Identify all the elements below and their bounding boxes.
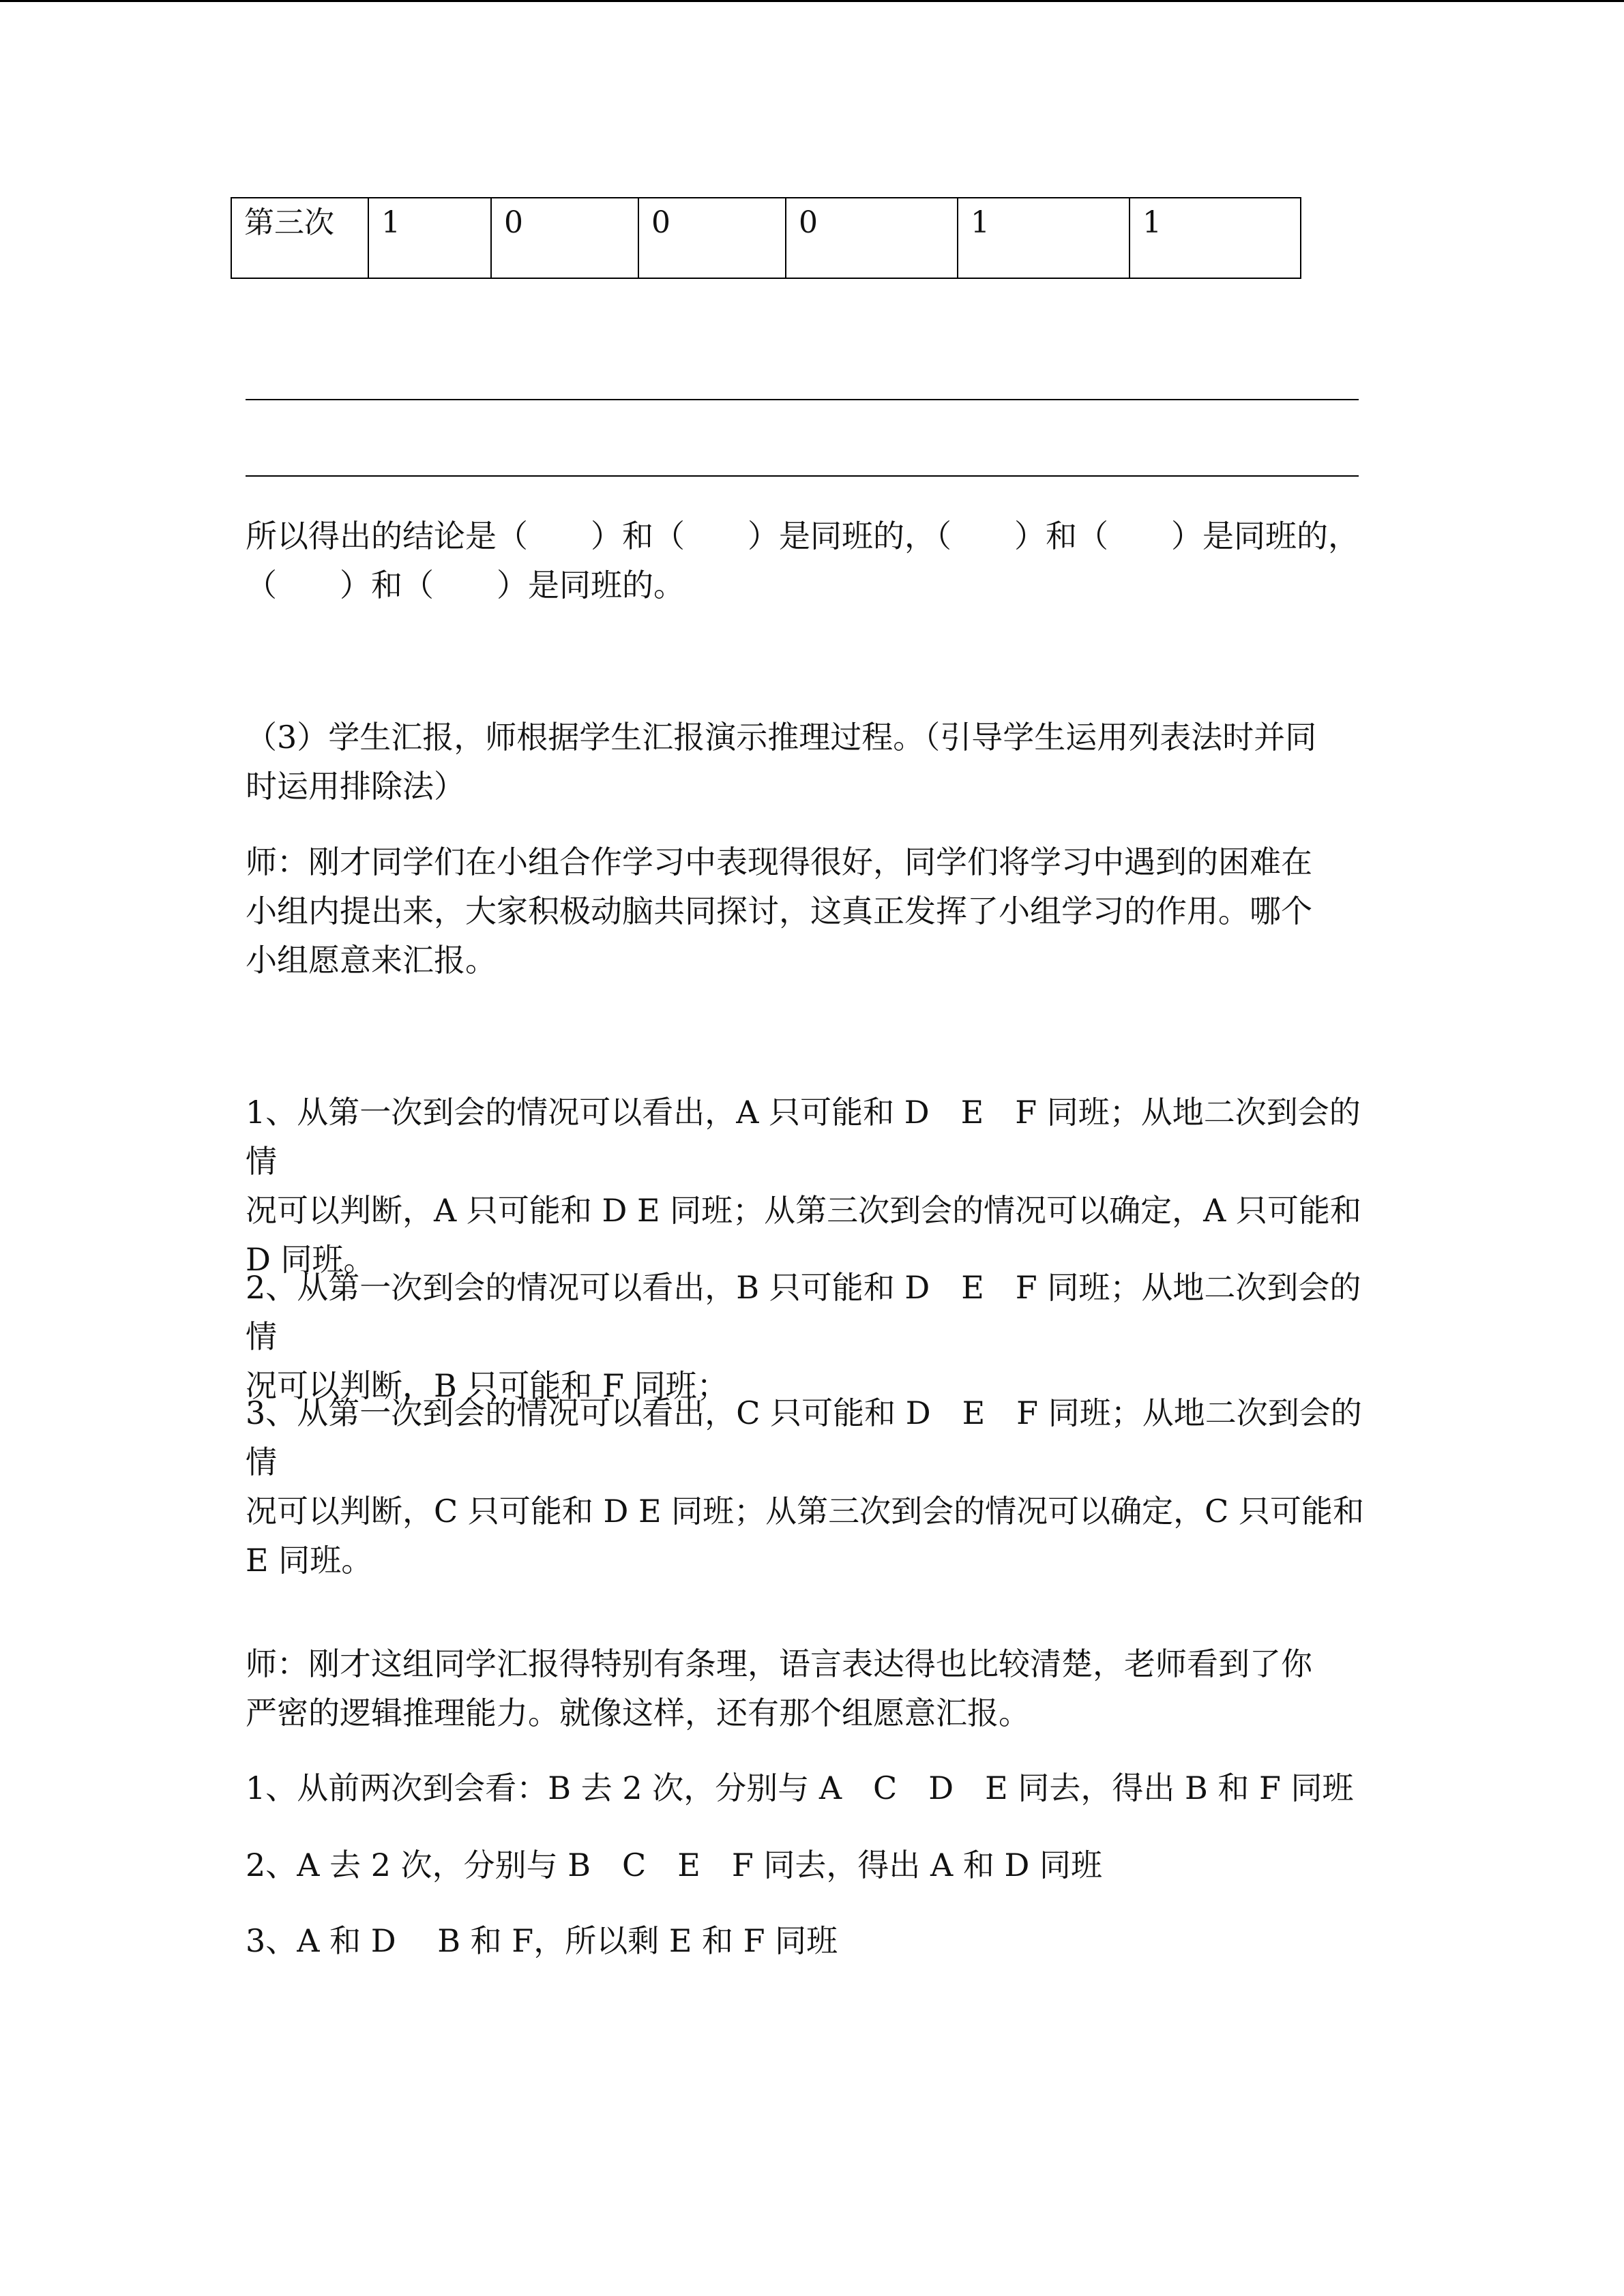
text-line: 小组内提出来，大家积极动脑共同探讨，这真正发挥了小组学习的作用。哪个: [246, 893, 1312, 929]
text-line: （ ）和（ ）是同班的。: [246, 567, 685, 603]
text-line: 2、从第一次到会的情况可以看出，B 只可能和 D E F 同班；从地二次到会的情: [246, 1269, 1361, 1355]
table-row: [231, 198, 1301, 278]
conclusion-paragraph: [246, 511, 1378, 610]
report2-item-1: [246, 1763, 1378, 1813]
text-line: 严密的逻辑推理能力。就像这样，还有那个组愿意汇报。: [246, 1695, 1030, 1731]
table-cell: 0: [638, 198, 786, 278]
attendance-table: [231, 197, 1301, 279]
table-cell: 1: [1130, 198, 1301, 278]
report2-item-3: [246, 1916, 1378, 1965]
text-line: 况可以判断，A 只可能和 D E 同班；从第三次到会的情况可以确定，A 只可能和: [246, 1192, 1362, 1229]
text-line: 2、A 去 2 次，分别与 B C E F 同去，得出 A 和 D 同班: [246, 1847, 1102, 1883]
report-item-1: [246, 1088, 1378, 1284]
answer-blank-line: [246, 399, 1359, 400]
teacher-remark-paragraph-2: [246, 1639, 1378, 1738]
text-line: 3、从第一次到会的情况可以看出，C 只可能和 D E F 同班；从地二次到会的情: [246, 1395, 1362, 1480]
table-cell: 1: [368, 198, 491, 278]
text-line: 小组愿意来汇报。: [246, 942, 497, 979]
text-line: 1、从第一次到会的情况可以看出，A 只可能和 D E F 同班；从地二次到会的情: [246, 1094, 1361, 1180]
report2-item-2: [246, 1840, 1378, 1890]
text-line: 所以得出的结论是（ ）和（ ）是同班的，（ ）和（ ）是同班的，: [246, 518, 1359, 554]
text-line: 况可以判断，B 只可能和 F 同班；: [246, 1367, 728, 1404]
teacher-remark-paragraph: [246, 837, 1378, 985]
report-item-3: [246, 1388, 1378, 1585]
text-line: 3、A 和 D B 和 F，所以剩 E 和 F 同班: [246, 1922, 838, 1959]
text-line: D 同班。: [246, 1241, 375, 1278]
text-line: 1、从前两次到会看：B 去 2 次，分别与 A C D E 同去，得出 B 和 F 同班: [246, 1770, 1354, 1806]
text-line: 师：刚才同学们在小组合作学习中表现得很好，同学们将学习中遇到的困难在: [246, 844, 1312, 880]
table-row-label: 第三次: [231, 198, 368, 278]
text-line: （3）学生汇报，师根据学生汇报演示推理过程。（引导学生运用列表法时并同: [246, 719, 1317, 756]
text-line: 况可以判断，C 只可能和 D E 同班；从第三次到会的情况可以确定，C 只可能和: [246, 1493, 1364, 1530]
text-line: E 同班。: [246, 1542, 373, 1579]
table-cell: 1: [958, 198, 1130, 278]
step3-paragraph: [246, 713, 1378, 811]
text-line: 师：刚才这组同学汇报得特别有条理，语言表达得也比较清楚，老师看到了你: [246, 1645, 1312, 1682]
answer-blank-line: [246, 475, 1359, 477]
table-cell: 0: [491, 198, 638, 278]
table-cell: 0: [786, 198, 958, 278]
text-line: 时运用排除法）: [246, 768, 465, 805]
